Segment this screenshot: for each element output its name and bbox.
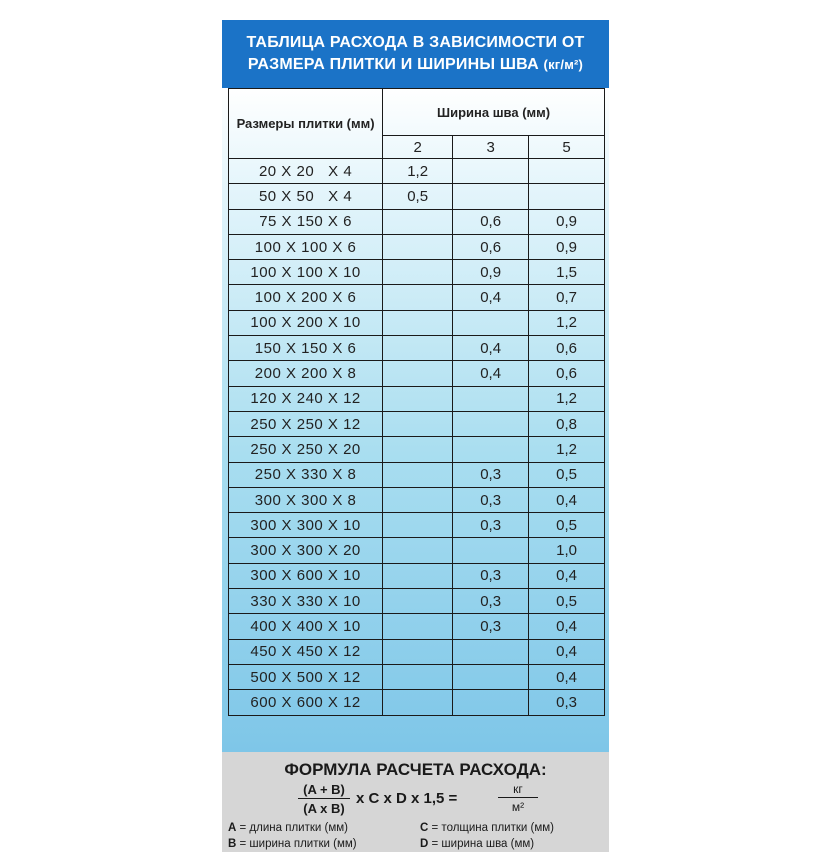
- width-2-cell: [383, 563, 453, 588]
- width-5-cell: 0,7: [529, 285, 605, 310]
- width-3-cell: [453, 437, 529, 462]
- width-5-cell: 0,3: [529, 690, 605, 715]
- width-2-cell: [383, 487, 453, 512]
- width-3-cell: [453, 538, 529, 563]
- table-body: [229, 159, 605, 716]
- tile-size-cell: 300 X 300 X 8: [229, 487, 383, 512]
- width-3-cell: 0,3: [453, 563, 529, 588]
- title-line-1: ТАБЛИЦА РАСХОДА В ЗАВИСИМОСТИ ОТ: [246, 34, 585, 51]
- width-5-cell: 0,5: [529, 462, 605, 487]
- tile-size-cell: 100 X 100 X 10: [229, 260, 383, 285]
- title-units: (кг/м²): [543, 57, 584, 72]
- tile-size-cell: 300 X 300 X 20: [229, 538, 383, 563]
- legend-c-text: = толщина плитки (мм): [431, 822, 554, 834]
- formula-title: ФОРМУЛА РАСЧЕТА РАСХОДА:: [284, 760, 547, 779]
- width-5-cell: [529, 159, 605, 184]
- width-3-cell: 0,6: [453, 209, 529, 234]
- legend-d-text: = ширина шва (мм): [431, 838, 535, 850]
- tile-size-cell: 300 X 300 X 10: [229, 513, 383, 538]
- tile-size-cell: 500 X 500 X 12: [229, 664, 383, 689]
- width-5-cell: 0,4: [529, 614, 605, 639]
- table-row: [229, 513, 605, 538]
- width-3-cell: 0,6: [453, 234, 529, 259]
- width-5-cell: 0,9: [529, 234, 605, 259]
- width-2-cell: [383, 538, 453, 563]
- tile-size-cell: 100 X 200 X 6: [229, 285, 383, 310]
- tile-size-cell: 250 X 250 X 20: [229, 437, 383, 462]
- tile-size-cell: 100 X 100 X 6: [229, 234, 383, 259]
- joint-width-header: Ширина шва (мм): [383, 89, 605, 136]
- table-row: [229, 589, 605, 614]
- legend-b: [228, 838, 357, 850]
- legend-a-text: = длина плитки (мм): [239, 822, 348, 834]
- width-2-cell: [383, 336, 453, 361]
- table-row: [229, 184, 605, 209]
- width-2-cell: [383, 589, 453, 614]
- legend-d: [420, 838, 534, 850]
- width-5-cell: 1,5: [529, 260, 605, 285]
- tile-size-cell: 600 X 600 X 12: [229, 690, 383, 715]
- table-row: [229, 336, 605, 361]
- width-3-cell: 0,4: [453, 336, 529, 361]
- tile-size-cell: 100 X 200 X 10: [229, 310, 383, 335]
- table-row: [229, 234, 605, 259]
- tile-size-cell: 300 X 600 X 10: [229, 563, 383, 588]
- table-row: [229, 260, 605, 285]
- fraction-denominator: (A x B): [303, 801, 345, 816]
- width-2-cell: [383, 234, 453, 259]
- table-row: [229, 437, 605, 462]
- width-col-2: 2: [383, 136, 453, 159]
- width-5-cell: 0,5: [529, 589, 605, 614]
- width-2-cell: [383, 664, 453, 689]
- width-3-cell: [453, 690, 529, 715]
- width-3-cell: 0,3: [453, 614, 529, 639]
- table-row: [229, 411, 605, 436]
- table-row: [229, 538, 605, 563]
- width-3-cell: [453, 386, 529, 411]
- table-row: [229, 209, 605, 234]
- width-2-cell: [383, 361, 453, 386]
- tile-size-cell: 400 X 400 X 10: [229, 614, 383, 639]
- formula-units-fraction: [498, 782, 538, 814]
- width-col-5: 5: [529, 136, 605, 159]
- formula-panel: [222, 752, 609, 852]
- table-row: [229, 639, 605, 664]
- width-2-cell: [383, 310, 453, 335]
- table-row: [229, 285, 605, 310]
- width-3-cell: 0,3: [453, 513, 529, 538]
- width-col-3: 3: [453, 136, 529, 159]
- legend-d-key: D: [420, 838, 429, 850]
- table-row: [229, 563, 605, 588]
- tile-size-cell: 250 X 250 X 12: [229, 411, 383, 436]
- width-2-cell: [383, 437, 453, 462]
- width-5-cell: 1,2: [529, 310, 605, 335]
- width-5-cell: 0,4: [529, 639, 605, 664]
- width-5-cell: 0,6: [529, 336, 605, 361]
- width-2-cell: 0,5: [383, 184, 453, 209]
- legend-a: [228, 822, 348, 834]
- consumption-table-card: [222, 20, 609, 852]
- table-row: [229, 361, 605, 386]
- width-5-cell: 1,0: [529, 538, 605, 563]
- tile-size-cell: 330 X 330 X 10: [229, 589, 383, 614]
- width-3-cell: 0,4: [453, 285, 529, 310]
- table-row: [229, 159, 605, 184]
- table-row: [229, 664, 605, 689]
- width-3-cell: [453, 639, 529, 664]
- table-row: [229, 690, 605, 715]
- width-3-cell: [453, 411, 529, 436]
- width-5-cell: 0,4: [529, 487, 605, 512]
- width-2-cell: [383, 386, 453, 411]
- width-5-cell: 0,8: [529, 411, 605, 436]
- width-2-cell: [383, 411, 453, 436]
- width-5-cell: [529, 184, 605, 209]
- width-3-cell: 0,3: [453, 487, 529, 512]
- fraction-numerator: (A + B): [298, 782, 350, 799]
- legend-b-key: B: [228, 838, 237, 850]
- legend-c-key: C: [420, 822, 429, 834]
- width-5-cell: 1,2: [529, 386, 605, 411]
- width-2-cell: [383, 209, 453, 234]
- width-2-cell: [383, 260, 453, 285]
- width-3-cell: 0,4: [453, 361, 529, 386]
- width-2-cell: [383, 639, 453, 664]
- width-3-cell: [453, 184, 529, 209]
- tile-size-cell: 200 X 200 X 8: [229, 361, 383, 386]
- width-3-cell: 0,9: [453, 260, 529, 285]
- tile-size-cell: 120 X 240 X 12: [229, 386, 383, 411]
- width-2-cell: [383, 690, 453, 715]
- width-3-cell: 0,3: [453, 462, 529, 487]
- legend-c: [420, 822, 554, 834]
- width-5-cell: 0,9: [529, 209, 605, 234]
- units-numerator: кг: [498, 782, 538, 798]
- title-line-2-text: РАЗМЕРА ПЛИТКИ И ШИРИНЫ ШВА: [247, 56, 539, 73]
- units-denominator: м²: [511, 800, 525, 814]
- consumption-table: [228, 88, 605, 716]
- table-row: [229, 614, 605, 639]
- legend-a-key: A: [228, 822, 237, 834]
- formula-multiplier: x C x D x 1,5 =: [356, 790, 458, 807]
- width-5-cell: 1,2: [529, 437, 605, 462]
- table-row: [229, 487, 605, 512]
- width-2-cell: [383, 285, 453, 310]
- table-area: [222, 88, 609, 752]
- tile-size-cell: 450 X 450 X 12: [229, 639, 383, 664]
- width-2-cell: 1,2: [383, 159, 453, 184]
- width-2-cell: [383, 513, 453, 538]
- tile-size-cell: 250 X 330 X 8: [229, 462, 383, 487]
- width-3-cell: 0,3: [453, 589, 529, 614]
- width-5-cell: 0,6: [529, 361, 605, 386]
- width-5-cell: 0,4: [529, 664, 605, 689]
- size-column-header: Размеры плитки (мм): [229, 89, 383, 159]
- width-3-cell: [453, 310, 529, 335]
- width-3-cell: [453, 159, 529, 184]
- formula-fraction-ab: [298, 782, 350, 816]
- tile-size-cell: 50 X 50 X 4: [229, 184, 383, 209]
- width-5-cell: 0,4: [529, 563, 605, 588]
- width-3-cell: [453, 664, 529, 689]
- tile-size-cell: 150 X 150 X 6: [229, 336, 383, 361]
- tile-size-cell: 20 X 20 X 4: [229, 159, 383, 184]
- width-5-cell: 0,5: [529, 513, 605, 538]
- title-line-2: [222, 54, 609, 76]
- width-2-cell: [383, 614, 453, 639]
- table-row: [229, 310, 605, 335]
- tile-size-cell: 75 X 150 X 6: [229, 209, 383, 234]
- table-title-banner: [222, 20, 609, 88]
- table-row: [229, 386, 605, 411]
- width-2-cell: [383, 462, 453, 487]
- legend-b-text: = ширина плитки (мм): [239, 838, 357, 850]
- table-row: [229, 462, 605, 487]
